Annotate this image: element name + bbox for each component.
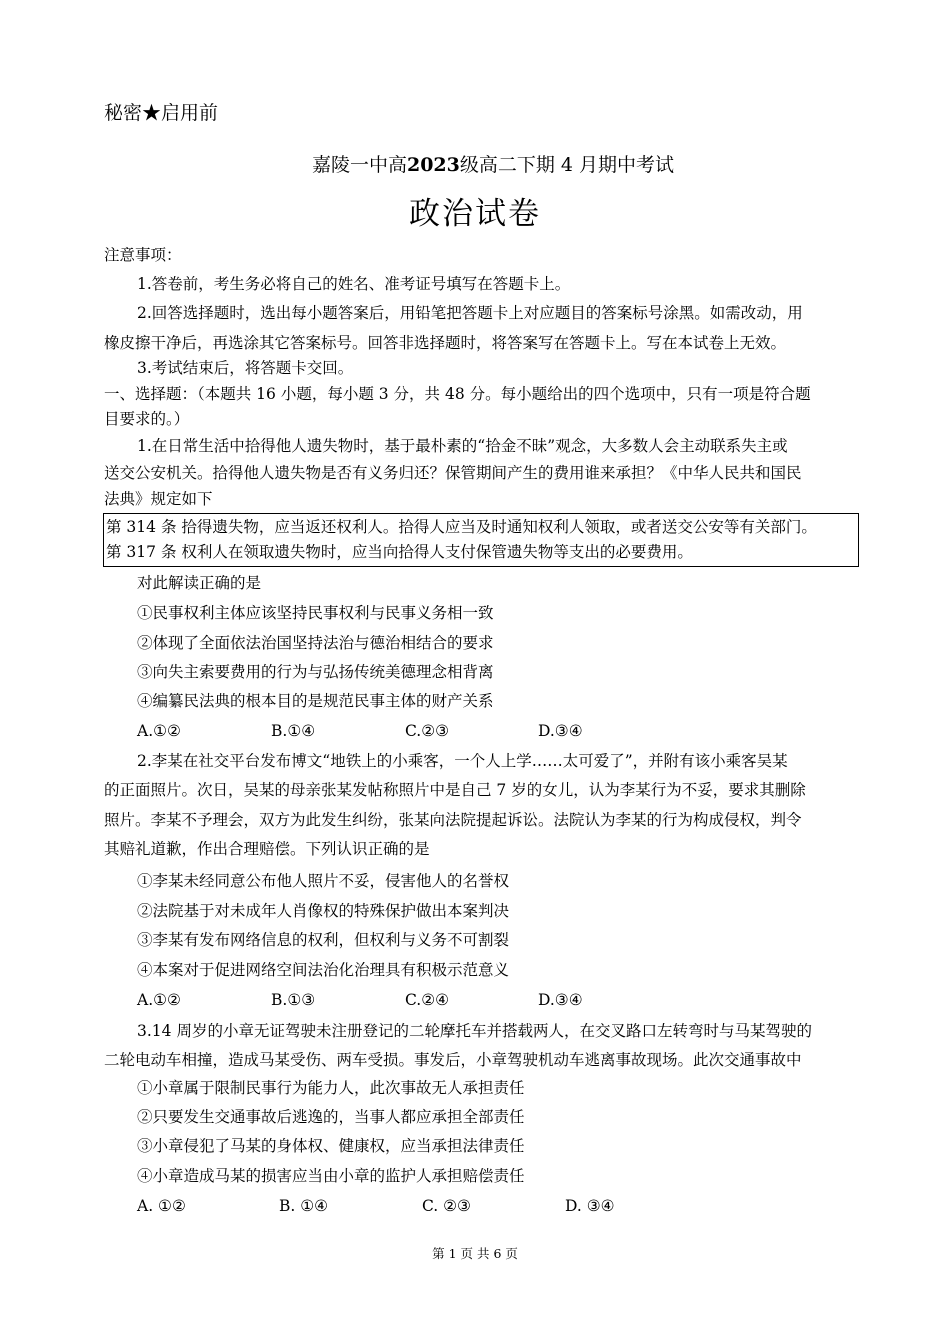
q3-statement: ②只要发生交通事故后逃逸的，当事人都应承担全部责任 [137, 1108, 525, 1126]
civil-code-box [103, 513, 859, 567]
q2-statement: ③李某有发布网络信息的权利，但权利与义务不可割裂 [137, 931, 510, 949]
civil-code-article: 第 314 条 拾得遗失物，应当返还权利人。拾得人应当及时通知权利人领取，或者送交公安等有关部门。 [106, 518, 817, 536]
q1-stem: 1.在日常生活中拾得他人遗失物时，基于最朴素的“拾金不昧”观念，大多数人会主动联系失主或 [137, 437, 788, 455]
exam-title [0, 152, 950, 178]
q2-statement: ④本案对于促进网络空间法治化治理具有积极示范意义 [137, 961, 510, 979]
q1-statement: ①民事权利主体应该坚持民事权利与民事义务相一致 [137, 604, 494, 622]
q2-stem: 2.李某在社交平台发布博文“地铁上的小乘客，一个人上学……太可爱了”，并附有该小乘客吴某 [137, 752, 788, 770]
q3-statement: ①小章属于限制民事行为能力人，此次事故无人承担责任 [137, 1079, 525, 1097]
subject-title: 政治试卷 [409, 196, 541, 232]
q1-statement: ④编纂民法典的根本目的是规范民事主体的财产关系 [137, 692, 494, 710]
q2-statement: ①李某未经同意公布他人照片不妥，侵害他人的名誉权 [137, 872, 510, 890]
q2-stem: 其赔礼道歉，作出合理赔偿。下列认识正确的是 [104, 840, 430, 858]
secret-mark: 秘密★启用前 [104, 102, 219, 124]
q1-option-b: B.①④ [271, 722, 316, 740]
q2-statement: ②法院基于对未成年人肖像权的特殊保护做出本案判决 [137, 902, 510, 920]
section-heading: 一、选择题：（本题共 16 小题，每小题 3 分，共 48 分。每小题给出的四个选项中，只有一项是符合题 [104, 385, 811, 403]
notice-heading: 注意事项： [104, 246, 182, 264]
q1-stem: 送交公安机关。拾得他人遗失物是否有义务归还？保管期间产生的费用谁来承担？《中华人民共和国民 [104, 464, 802, 482]
q3-statement: ④小章造成马某的损害应当由小章的监护人承担赔偿责任 [137, 1167, 525, 1185]
notice-item: 3.考试结束后，将答题卡交回。 [137, 359, 354, 377]
q2-option-a: A.①② [137, 991, 181, 1009]
exam-title-pre: 嘉陵一中高 [311, 154, 407, 176]
q1-option-c: C.②③ [405, 722, 450, 740]
q2-stem: 照片。李某不予理会，双方为此发生纠纷，张某向法院提起诉讼。法院认为李某的行为构成侵权，判令 [104, 811, 802, 829]
notice-item: 2.回答选择题时，选出每小题答案后，用铅笔把答题卡上对应题目的答案标号涂黑。如需改动，用 [137, 304, 803, 322]
q1-stem: 法典》规定如下 [104, 490, 213, 508]
q1-option-a: A.①② [137, 722, 181, 740]
q2-option-b: B.①③ [271, 991, 316, 1009]
q3-option-d: D. ③④ [565, 1197, 615, 1215]
q1-statement: ②体现了全面依法治国坚持法治与德治相结合的要求 [137, 634, 494, 652]
q2-stem: 的正面照片。次日，吴某的母亲张某发帖称照片中是自己 7 岁的女儿，认为李某行为不妥，要求其删除 [104, 781, 806, 799]
section-heading-cont: 目要求的。） [104, 410, 190, 428]
q2-option-d: D.③④ [538, 991, 583, 1009]
exam-title-year: 2023 [406, 154, 460, 176]
q3-option-c: C. ②③ [422, 1197, 471, 1215]
notice-item: 1.答卷前，考生务必将自己的姓名、准考证号填写在答题卡上。 [137, 275, 571, 293]
q3-stem: 3.14 周岁的小章无证驾驶未注册登记的二轮摩托车并搭载两人，在交叉路口左转弯时与马某驾驶的 [137, 1022, 812, 1040]
civil-code-article: 第 317 条 权利人在领取遗失物时，应当向拾得人支付保管遗失物等支出的必要费用。 [106, 543, 693, 561]
exam-title-post: 级高二下期 4 月期中考试 [459, 154, 675, 176]
q1-prompt: 对此解读正确的是 [137, 574, 262, 592]
q1-option-d: D.③④ [538, 722, 583, 740]
q3-option-b: B. ①④ [279, 1197, 329, 1215]
q3-statement: ③小章侵犯了马某的身体权、健康权，应当承担法律责任 [137, 1137, 525, 1155]
page-footer: 第 1 页 共 6 页 [432, 1246, 518, 1261]
q2-option-c: C.②④ [405, 991, 450, 1009]
q3-option-a: A. ①② [137, 1197, 186, 1215]
q1-statement: ③向失主索要费用的行为与弘扬传统美德理念相背离 [137, 663, 494, 681]
notice-item: 橡皮擦干净后，再选涂其它答案标号。回答非选择题时，将答案写在答题卡上。写在本试卷上无效。 [104, 334, 787, 352]
q3-stem: 二轮电动车相撞，造成马某受伤、两车受损。事发后，小章驾驶机动车逃离事故现场。此次交通事故中 [104, 1051, 802, 1069]
